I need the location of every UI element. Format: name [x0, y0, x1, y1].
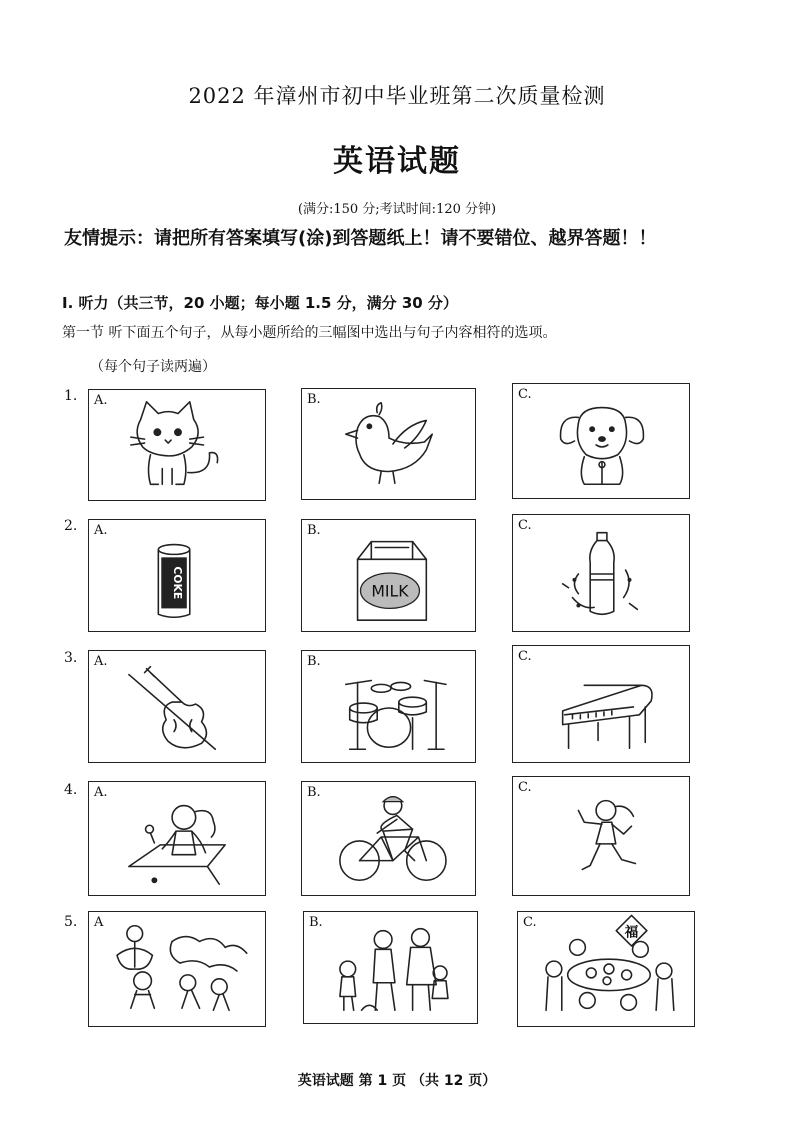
part-instruction: 第一节 听下面五个句子，从每小题所给的三幅图中选出与句子内容相符的选项。 — [62, 325, 557, 341]
option-4b[interactable] — [301, 781, 476, 896]
option-label: B. — [309, 915, 323, 930]
cat-icon — [89, 390, 265, 500]
piano-icon — [513, 646, 689, 762]
part-note: （每个句子读两遍） — [90, 359, 216, 375]
option-label: A. — [94, 523, 108, 538]
option-2a[interactable] — [88, 519, 266, 632]
running-girl-icon — [513, 777, 689, 895]
water-bottle-icon — [513, 515, 689, 631]
option-2c[interactable] — [512, 514, 690, 632]
milk-carton-icon — [302, 520, 475, 631]
option-label: C. — [518, 780, 532, 795]
dog-icon — [513, 384, 689, 498]
option-label: B. — [307, 392, 321, 407]
option-1b[interactable] — [301, 388, 476, 500]
question-number: 2. — [64, 518, 78, 534]
option-3a[interactable] — [88, 650, 266, 763]
option-label: B. — [307, 785, 321, 800]
coke-can-icon — [89, 520, 265, 631]
question-number: 3. — [64, 650, 78, 666]
option-label: A. — [94, 654, 108, 669]
can-text: COKE — [171, 566, 185, 600]
question-number: 1. — [64, 388, 78, 404]
violin-icon — [89, 651, 265, 762]
option-3b[interactable] — [301, 650, 476, 763]
option-2b[interactable] — [301, 519, 476, 632]
drum-set-icon — [302, 651, 475, 762]
bird-icon — [302, 389, 475, 499]
option-4c[interactable] — [512, 776, 690, 896]
page-footer: 英语试题 第 1 页 （共 12 页） — [297, 1073, 497, 1089]
option-3c[interactable] — [512, 645, 690, 763]
option-5b[interactable] — [303, 911, 478, 1024]
cyclist-icon — [302, 782, 475, 895]
option-5a[interactable] — [88, 911, 266, 1027]
question-number: 4. — [64, 782, 78, 798]
carton-text: MILK — [371, 581, 409, 601]
exam-title: 2022 年漳州市初中毕业班第二次质量检测 — [188, 84, 606, 108]
option-label: A. — [94, 785, 108, 800]
option-1c[interactable] — [512, 383, 690, 499]
option-label: B. — [307, 654, 321, 669]
ping-pong-girl-icon — [89, 782, 265, 895]
option-4a[interactable] — [88, 781, 266, 896]
dragon-dance-icon — [89, 912, 265, 1026]
friendly-tip: 友情提示：请把所有答案填写(涂)到答题纸上！请不要错位、越界答题！！ — [64, 228, 657, 249]
option-label: C. — [523, 915, 537, 930]
exam-info: (满分:150 分;考试时间:120 分钟) — [297, 202, 497, 217]
fu-character: 福 — [624, 924, 639, 941]
family-dinner-icon — [518, 912, 694, 1026]
option-label: A — [94, 915, 104, 930]
option-label: C. — [518, 387, 532, 402]
option-label: C. — [518, 518, 532, 533]
option-label: C. — [518, 649, 532, 664]
question-number: 5. — [64, 914, 78, 930]
option-1a[interactable] — [88, 389, 266, 501]
option-label: A. — [94, 393, 108, 408]
section-heading: Ⅰ. 听力（共三节，20 小题；每小题 1.5 分，满分 30 分） — [62, 294, 458, 312]
option-label: B. — [307, 523, 321, 538]
subject-title: 英语试题 — [333, 144, 461, 179]
family-walk-icon — [304, 912, 477, 1023]
option-5c[interactable] — [517, 911, 695, 1027]
